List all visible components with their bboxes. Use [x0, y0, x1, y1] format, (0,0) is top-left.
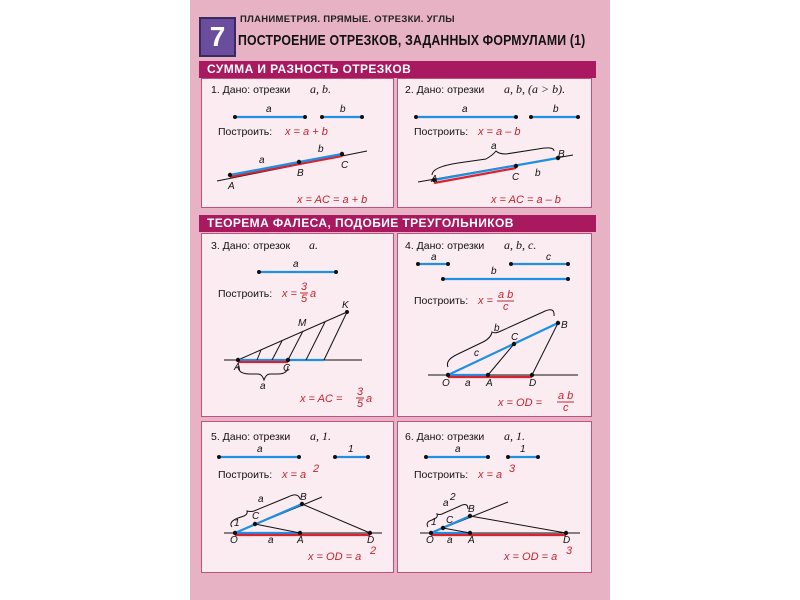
p1-vars: a, b.: [310, 82, 331, 96]
p1-point-c: C: [341, 160, 349, 171]
p2-vars: a, b, (a > b).: [504, 82, 566, 96]
p2-result: x = AC = a – b: [491, 194, 561, 206]
p4-task-den: c: [503, 301, 509, 313]
p6-point-c: C: [446, 515, 454, 526]
p3-a: a: [260, 381, 266, 392]
p4-seg-a: a: [431, 252, 437, 263]
p5-seg-1: 1: [348, 444, 354, 455]
p3-point-m: M: [298, 318, 307, 329]
p5-point-b: B: [300, 492, 307, 503]
section-thales: ТЕОРЕМА ФАЛЕСА, ПОДОБИЕ ТРЕУГОЛЬНИКОВ: [199, 215, 596, 232]
panel-5: [201, 421, 394, 573]
p3-given: 3. Дано: отрезок: [211, 240, 291, 252]
p3-vars: a.: [309, 238, 318, 252]
p6-point-a: A: [468, 535, 475, 546]
p5-point-a: A: [297, 535, 304, 546]
p5-result-label: x = OD = a: [308, 551, 362, 563]
p4-seg-b: b: [491, 266, 497, 277]
p2-construct: Построить:: [414, 126, 469, 138]
p1-point-b: B: [297, 168, 304, 179]
p4-point-c: C: [511, 332, 519, 343]
p6-construct: Построить:: [414, 469, 469, 481]
p1-a: a: [259, 155, 265, 166]
p5-task-exp: 2: [313, 463, 320, 475]
p3-task-num: 3: [301, 281, 308, 293]
p4-result-label: x = OD =: [498, 397, 543, 409]
panel-4: [397, 233, 592, 417]
p2-point-c: C: [512, 172, 520, 183]
p5-point-o: O: [230, 535, 238, 546]
p5-seg-a: a: [257, 444, 263, 455]
p4-vars: a, b, c.: [504, 238, 537, 252]
p2-point-b: B: [558, 149, 565, 160]
p6-result-label: x = OD = a: [504, 551, 558, 563]
p3-result-label: x = AC =: [300, 393, 343, 405]
p4-point-a: A: [486, 378, 493, 389]
p3-construct: Построить:: [218, 288, 273, 300]
p6-a2: a: [443, 498, 449, 509]
p3-point-c: C: [283, 363, 291, 374]
p4-point-b: B: [561, 320, 568, 331]
p6-seg-a: a: [455, 444, 461, 455]
p5-given: 5. Дано: отрезки: [211, 431, 291, 443]
p6-point-b: B: [468, 504, 475, 515]
p1-construct: Построить:: [218, 126, 273, 138]
p4-given: 4. Дано: отрезки: [405, 240, 485, 252]
p2-given: 2. Дано: отрезки: [405, 84, 485, 96]
sheet-number: 7: [199, 17, 236, 57]
p1-point-a: A: [228, 181, 235, 192]
p4-seg-c: c: [546, 252, 551, 263]
p4-point-o: O: [442, 378, 450, 389]
p6-vars: a, 1.: [504, 429, 525, 443]
p2-seg-b: b: [553, 104, 559, 115]
p5-point-c: C: [252, 511, 260, 522]
p5-task-label: x = a: [282, 469, 307, 481]
p3-point-a: A: [234, 362, 241, 373]
p5-vars: a, 1.: [310, 429, 331, 443]
p4-b: b: [494, 323, 500, 334]
p3-seg-a: a: [293, 259, 299, 270]
p6-task-exp: 3: [509, 463, 516, 475]
p6-given: 6. Дано: отрезки: [405, 431, 485, 443]
p6-a: a: [447, 535, 453, 546]
p6-res-exp: 3: [566, 545, 573, 557]
p4-task-num: a b: [498, 289, 514, 301]
p3-task-den: 5: [301, 293, 308, 305]
p5-res-exp: 2: [370, 545, 377, 557]
p2-b: b: [535, 168, 541, 179]
p6-point-o: O: [426, 535, 434, 546]
sheet-subtitle: ПЛАНИМЕТРИЯ. ПРЯМЫЕ. ОТРЕЗКИ. УГЛЫ: [240, 14, 455, 25]
p6-task-label: x = a: [478, 469, 503, 481]
p3-res-num: 3: [357, 386, 364, 398]
p5-construct: Построить:: [218, 469, 273, 481]
p1-given: 1. Дано: отрезки: [211, 84, 291, 96]
p5-a-upper: a: [258, 494, 264, 505]
p3-point-k: K: [342, 300, 349, 311]
sheet-title: ПОСТРОЕНИЕ ОТРЕЗКОВ, ЗАДАННЫХ ФОРМУЛАМИ (1): [238, 32, 586, 49]
p1-seg-b: b: [340, 104, 346, 115]
section-sum-diff: СУММА И РАЗНОСТЬ ОТРЕЗКОВ: [199, 61, 596, 78]
p3-res-den: 5: [357, 398, 364, 410]
p6-1: 1: [431, 517, 437, 528]
panel-3: [201, 233, 394, 417]
p4-a: a: [465, 378, 471, 389]
p4-task-label: x =: [478, 295, 493, 307]
p5-a: a: [268, 535, 274, 546]
p1-task: x = a + b: [285, 126, 328, 138]
p2-seg-a: a: [462, 104, 468, 115]
p2-task: x = a – b: [478, 126, 521, 138]
p1-b: b: [318, 144, 324, 155]
p4-res-num: a b: [558, 390, 574, 402]
p2-point-a: A: [431, 174, 438, 185]
p4-construct: Построить:: [414, 295, 469, 307]
p1-seg-a: a: [266, 104, 272, 115]
p4-point-d: D: [529, 378, 537, 389]
p5-point-d: D: [367, 535, 375, 546]
p4-res-den: c: [563, 402, 569, 414]
p6-a2-exp: 2: [450, 492, 456, 503]
p4-c: c: [474, 348, 479, 359]
p3-res-var: a: [366, 393, 373, 405]
p6-point-d: D: [563, 535, 571, 546]
panel-2: [397, 78, 592, 208]
p6-seg-1: 1: [520, 444, 526, 455]
p3-task-var: a: [310, 288, 317, 300]
p1-result: x = AC = a + b: [297, 194, 368, 206]
panel-6: [397, 421, 592, 573]
p5-1: 1: [234, 518, 240, 529]
panel-1: [201, 78, 394, 208]
p3-task-label: x =: [282, 288, 297, 300]
p2-a: a: [491, 141, 497, 152]
